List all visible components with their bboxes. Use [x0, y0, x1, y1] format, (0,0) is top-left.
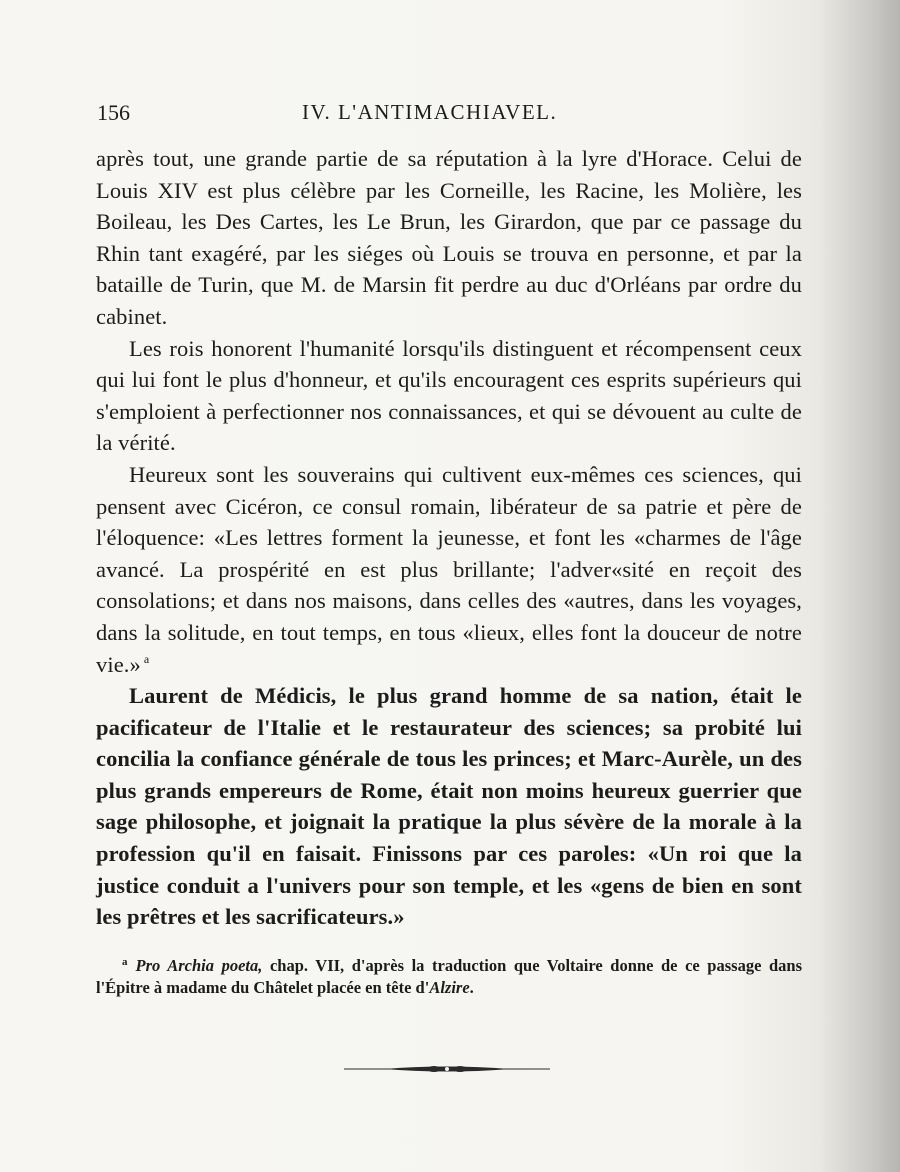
footnote-body: chap. VII, d'après la traduction que Voltaire donne de ce passage dans l'Épitre à madame du Châtelet placée en tête d': [96, 956, 802, 997]
body-text: [96, 143, 802, 933]
tailpiece-ornament-icon: [344, 1062, 550, 1076]
footnote-text: [96, 955, 802, 999]
paragraph-3-text: Heureux sont les souverains qui cultivent eux-mêmes ces sciences, qui pensent avec Cicéron, ce consul romain, libérateur de sa patrie et père de l'éloquence: «Les lettres forment la jeunesse, et font les «charmes de l'âge avancé. La prospérité en est plus brillante; l'adver«sité en reçoit des consolations; et dans nos maisons, dans celles des «autres, dans les voyages, dans la solitude, en tout temps, en tous «lieux, elles font la douceur de notre vie.»: [96, 461, 802, 677]
footnote-marker: a: [122, 955, 128, 968]
chapter-title: IV. L'ANTIMACHIAVEL.: [302, 100, 558, 124]
footnote-work-title: Pro Archia poeta,: [135, 956, 263, 975]
footnote-alzire: Alzire: [429, 978, 470, 997]
footnote-end: .: [469, 978, 474, 997]
running-head: [97, 98, 802, 132]
paragraph-3: [96, 459, 802, 680]
paragraph-4: Laurent de Médicis, le plus grand homme de sa nation, était le pacificateur de l'Italie et le restaurateur des sciences; sa probité lui concilia la confiance générale de tous les princes; et Marc-Aurèle, un des plus grands empereurs de Rome, était non moins heureux guerrier que sage philosophe, et joignait la pratique la plus sévère de la morale à la profession qu'il en faisait. Finissons par ces paroles: «Un roi que la justice conduit a l'univers pour son temple, et les «gens de bien en sont les prêtres et les sacrificateurs.»: [96, 683, 802, 930]
footnote: [96, 955, 802, 999]
footnote-reference: a: [143, 652, 150, 666]
paragraph-2: Les rois honorent l'humanité lorsqu'ils distinguent et récompensent ceux qui lui font le plus d'honneur, et qu'ils encouragent ces esprits supérieurs qui s'emploient à perfectionner nos connaissances, et qui se dévouent au culte de la vérité.: [96, 335, 802, 456]
paragraph-1: après tout, une grande partie de sa réputation à la lyre d'Horace. Celui de Louis XIV est plus célèbre par les Corneille, les Racine, les Molière, les Boileau, les Des Cartes, les Le Brun, les Girardon, que par ce passage du Rhin tant exagéré, par les siéges où Louis se trouva en personne, et par la bataille de Turin, que M. de Marsin fit perdre au duc d'Orléans par ordre du cabinet.: [96, 146, 802, 329]
page-number: 156: [97, 100, 130, 125]
